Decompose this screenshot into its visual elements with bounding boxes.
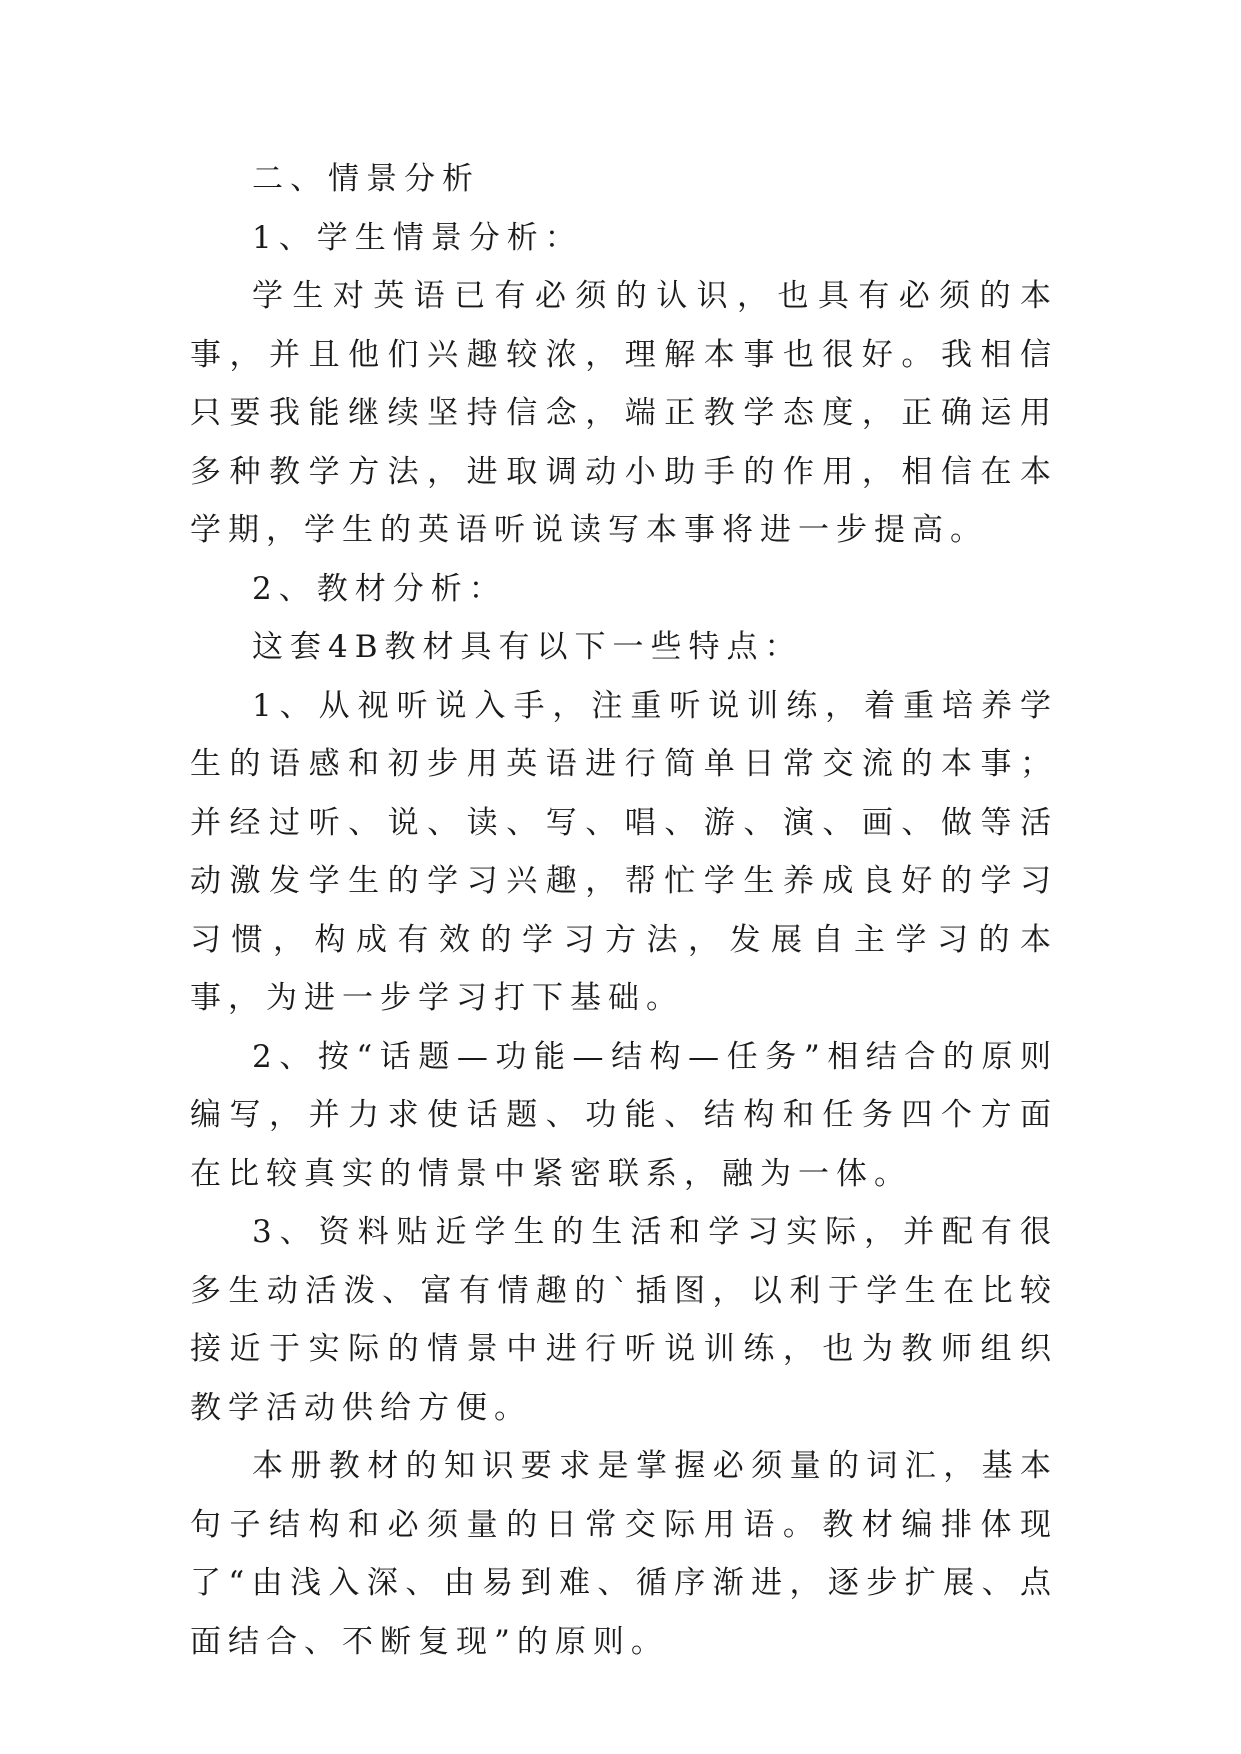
paragraph: 本册教材的知识要求是掌握必须量的词汇，基本句子结构和必须量的日常交际用语。教材编排体现了“由浅入深、由易到难、循序渐进，逐步扩展、点面结合、不断复现”的原则。 — [190, 1448, 1058, 1660]
section-heading: 二、情景分析 — [252, 161, 480, 197]
paragraph: 学生对英语已有必须的认识，也具有必须的本事，并且他们兴趣较浓，理解本事也很好。我相信只要我能继续坚持信念，端正教学态度，正确运用多种教学方法，进取调动小助手的作用，相信在本学期，学生的英语听说读写本事将进一步提高。 — [190, 278, 1058, 548]
subsection-heading: 2、教材分析： — [252, 570, 507, 607]
list-item: 3、资料贴近学生的生活和学习实际，并配有很多生动活泼、富有情趣的`插图，以利于学生在比较接近于实际的情景中进行听说训练，也为教师组织教学活动供给方便。 — [190, 1214, 1058, 1426]
document-body — [190, 150, 1058, 1671]
subsection-heading: 1、学生情景分析： — [252, 219, 583, 256]
list-item: 1、从视听说入手，注重听说训练，着重培养学生的语感和初步用英语进行简单日常交流的本事；并经过听、说、读、写、唱、游、演、画、做等活动激发学生的学习兴趣，帮忙学生养成良好的学习习惯，构成有效的学习方法，发展自主学习的本事，为进一步学习打下基础。 — [190, 687, 1058, 1016]
paragraph: 这套4B教材具有以下一些特点： — [252, 629, 803, 665]
list-item: 2、按“话题—功能—结构—任务”相结合的原则编写，并力求使话题、功能、结构和任务四个方面在比较真实的情景中紧密联系，融为一体。 — [190, 1038, 1058, 1192]
